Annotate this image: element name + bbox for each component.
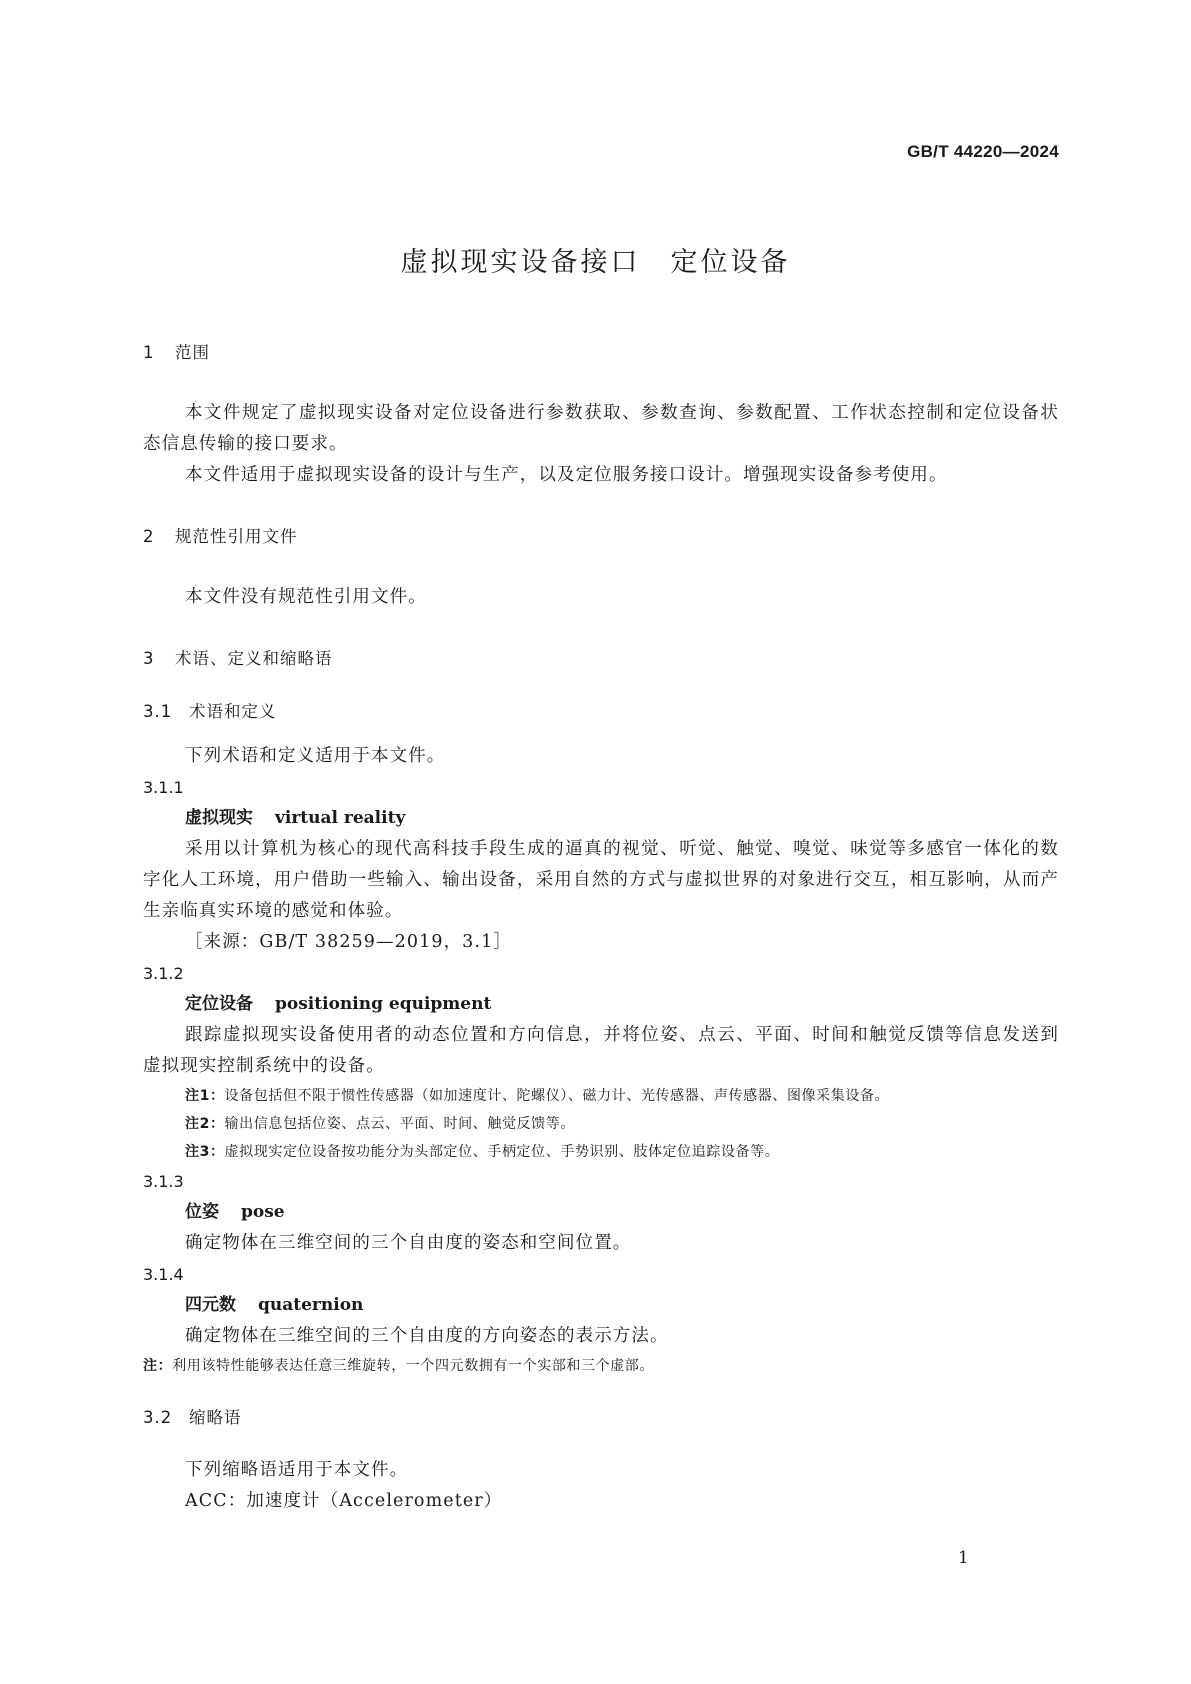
paragraph: 下列术语和定义适用于本文件。 bbox=[185, 746, 446, 766]
clause-number: 3.1.4 bbox=[143, 1265, 184, 1284]
term-zh: 位姿 bbox=[185, 1202, 219, 1222]
document-body bbox=[143, 337, 1059, 1517]
note-text: 虚拟现实定位设备按功能分为头部定位、手柄定位、手势识别、肢体定位追踪设备等。 bbox=[224, 1144, 780, 1160]
note-label: 注1： bbox=[185, 1088, 225, 1104]
term-zh: 虚拟现实 bbox=[185, 808, 253, 828]
document-title: 虚拟现实设备接口 定位设备 bbox=[400, 247, 791, 278]
note-text: 利用该特性能够表达任意三维旋转，一个四元数拥有一个实部和三个虚部。 bbox=[172, 1358, 655, 1374]
term-en: quaternion bbox=[258, 1295, 364, 1315]
term-en: pose bbox=[241, 1202, 285, 1222]
paragraph: 下列缩略语适用于本文件。 bbox=[185, 1460, 409, 1480]
term-definition: 确定物体在三维空间的三个自由度的方向姿态的表示方法。 bbox=[185, 1326, 669, 1346]
note-label: 注3： bbox=[185, 1144, 225, 1160]
term-note bbox=[143, 1082, 1059, 1110]
subsection-number: 3.1 bbox=[143, 702, 173, 721]
subsection-title: 术语和定义 bbox=[189, 702, 277, 721]
section-3-heading bbox=[143, 643, 1059, 674]
term-note bbox=[143, 1138, 1059, 1166]
subsection-3-1-heading bbox=[143, 696, 1059, 727]
section-1-heading bbox=[143, 337, 1059, 368]
term-en: virtual reality bbox=[275, 808, 406, 828]
term-definition: 采用以计算机为核心的现代高科技手段生成的逼真的视觉、听觉、触觉、嗅觉、味觉等多感官一体化的数字化人工环境，用户借助一些输入、输出设备，采用自然的方式与虚拟世界的对象进行交互，相互影响，从而产生亲临真实环境的感觉和体验。 bbox=[143, 839, 1059, 921]
note-label: 注： bbox=[143, 1358, 173, 1374]
section-title: 范围 bbox=[175, 343, 210, 362]
term-zh: 定位设备 bbox=[185, 994, 253, 1014]
term-heading bbox=[143, 989, 1059, 1020]
note-text: 设备包括但不限于惯性传感器（如加速度计、陀螺仪）、磁力计、光传感器、声传感器、图像采集设备。 bbox=[224, 1088, 890, 1104]
term-source: ［来源：GB/T 38259—2019，3.1］ bbox=[185, 932, 512, 952]
section-number: 2 bbox=[143, 527, 155, 546]
section-title: 规范性引用文件 bbox=[175, 527, 298, 546]
term-note bbox=[143, 1352, 1059, 1380]
term-definition: 跟踪虚拟现实设备使用者的动态位置和方向信息，并将位姿、点云、平面、时间和触觉反馈等信息发送到虚拟现实控制系统中的设备。 bbox=[143, 1025, 1059, 1076]
term-heading bbox=[143, 1290, 1059, 1321]
term-zh: 四元数 bbox=[185, 1295, 236, 1315]
standard-number: GB/T 44220—2024 bbox=[907, 142, 1059, 161]
section-number: 3 bbox=[143, 649, 155, 668]
subsection-title: 缩略语 bbox=[189, 1408, 242, 1427]
paragraph: 本文件规定了虚拟现实设备对定位设备进行参数获取、参数查询、参数配置、工作状态控制和定位设备状态信息传输的接口要求。 bbox=[143, 403, 1059, 454]
paragraph: 本文件没有规范性引用文件。 bbox=[185, 587, 427, 607]
paragraph: 本文件适用于虚拟现实设备的设计与生产，以及定位服务接口设计。增强现实设备参考使用。 bbox=[185, 465, 948, 485]
clause-number: 3.1.3 bbox=[143, 1172, 184, 1191]
term-definition: 确定物体在三维空间的三个自由度的姿态和空间位置。 bbox=[185, 1233, 632, 1253]
subsection-3-2-heading bbox=[143, 1402, 1059, 1433]
section-title: 术语、定义和缩略语 bbox=[175, 649, 333, 668]
section-2-heading bbox=[143, 521, 1059, 552]
page-number: 1 bbox=[958, 1548, 969, 1568]
abbreviation-entry: ACC：加速度计（Accelerometer） bbox=[185, 1491, 503, 1511]
term-note bbox=[143, 1110, 1059, 1138]
term-en: positioning equipment bbox=[275, 994, 492, 1014]
term-heading bbox=[143, 803, 1059, 834]
section-number: 1 bbox=[143, 343, 155, 362]
clause-number: 3.1.1 bbox=[143, 778, 184, 797]
clause-number: 3.1.2 bbox=[143, 964, 184, 983]
subsection-number: 3.2 bbox=[143, 1408, 173, 1427]
note-label: 注2： bbox=[185, 1116, 225, 1132]
note-text: 输出信息包括位姿、点云、平面、时间、触觉反馈等。 bbox=[224, 1116, 575, 1132]
term-heading bbox=[143, 1197, 1059, 1228]
